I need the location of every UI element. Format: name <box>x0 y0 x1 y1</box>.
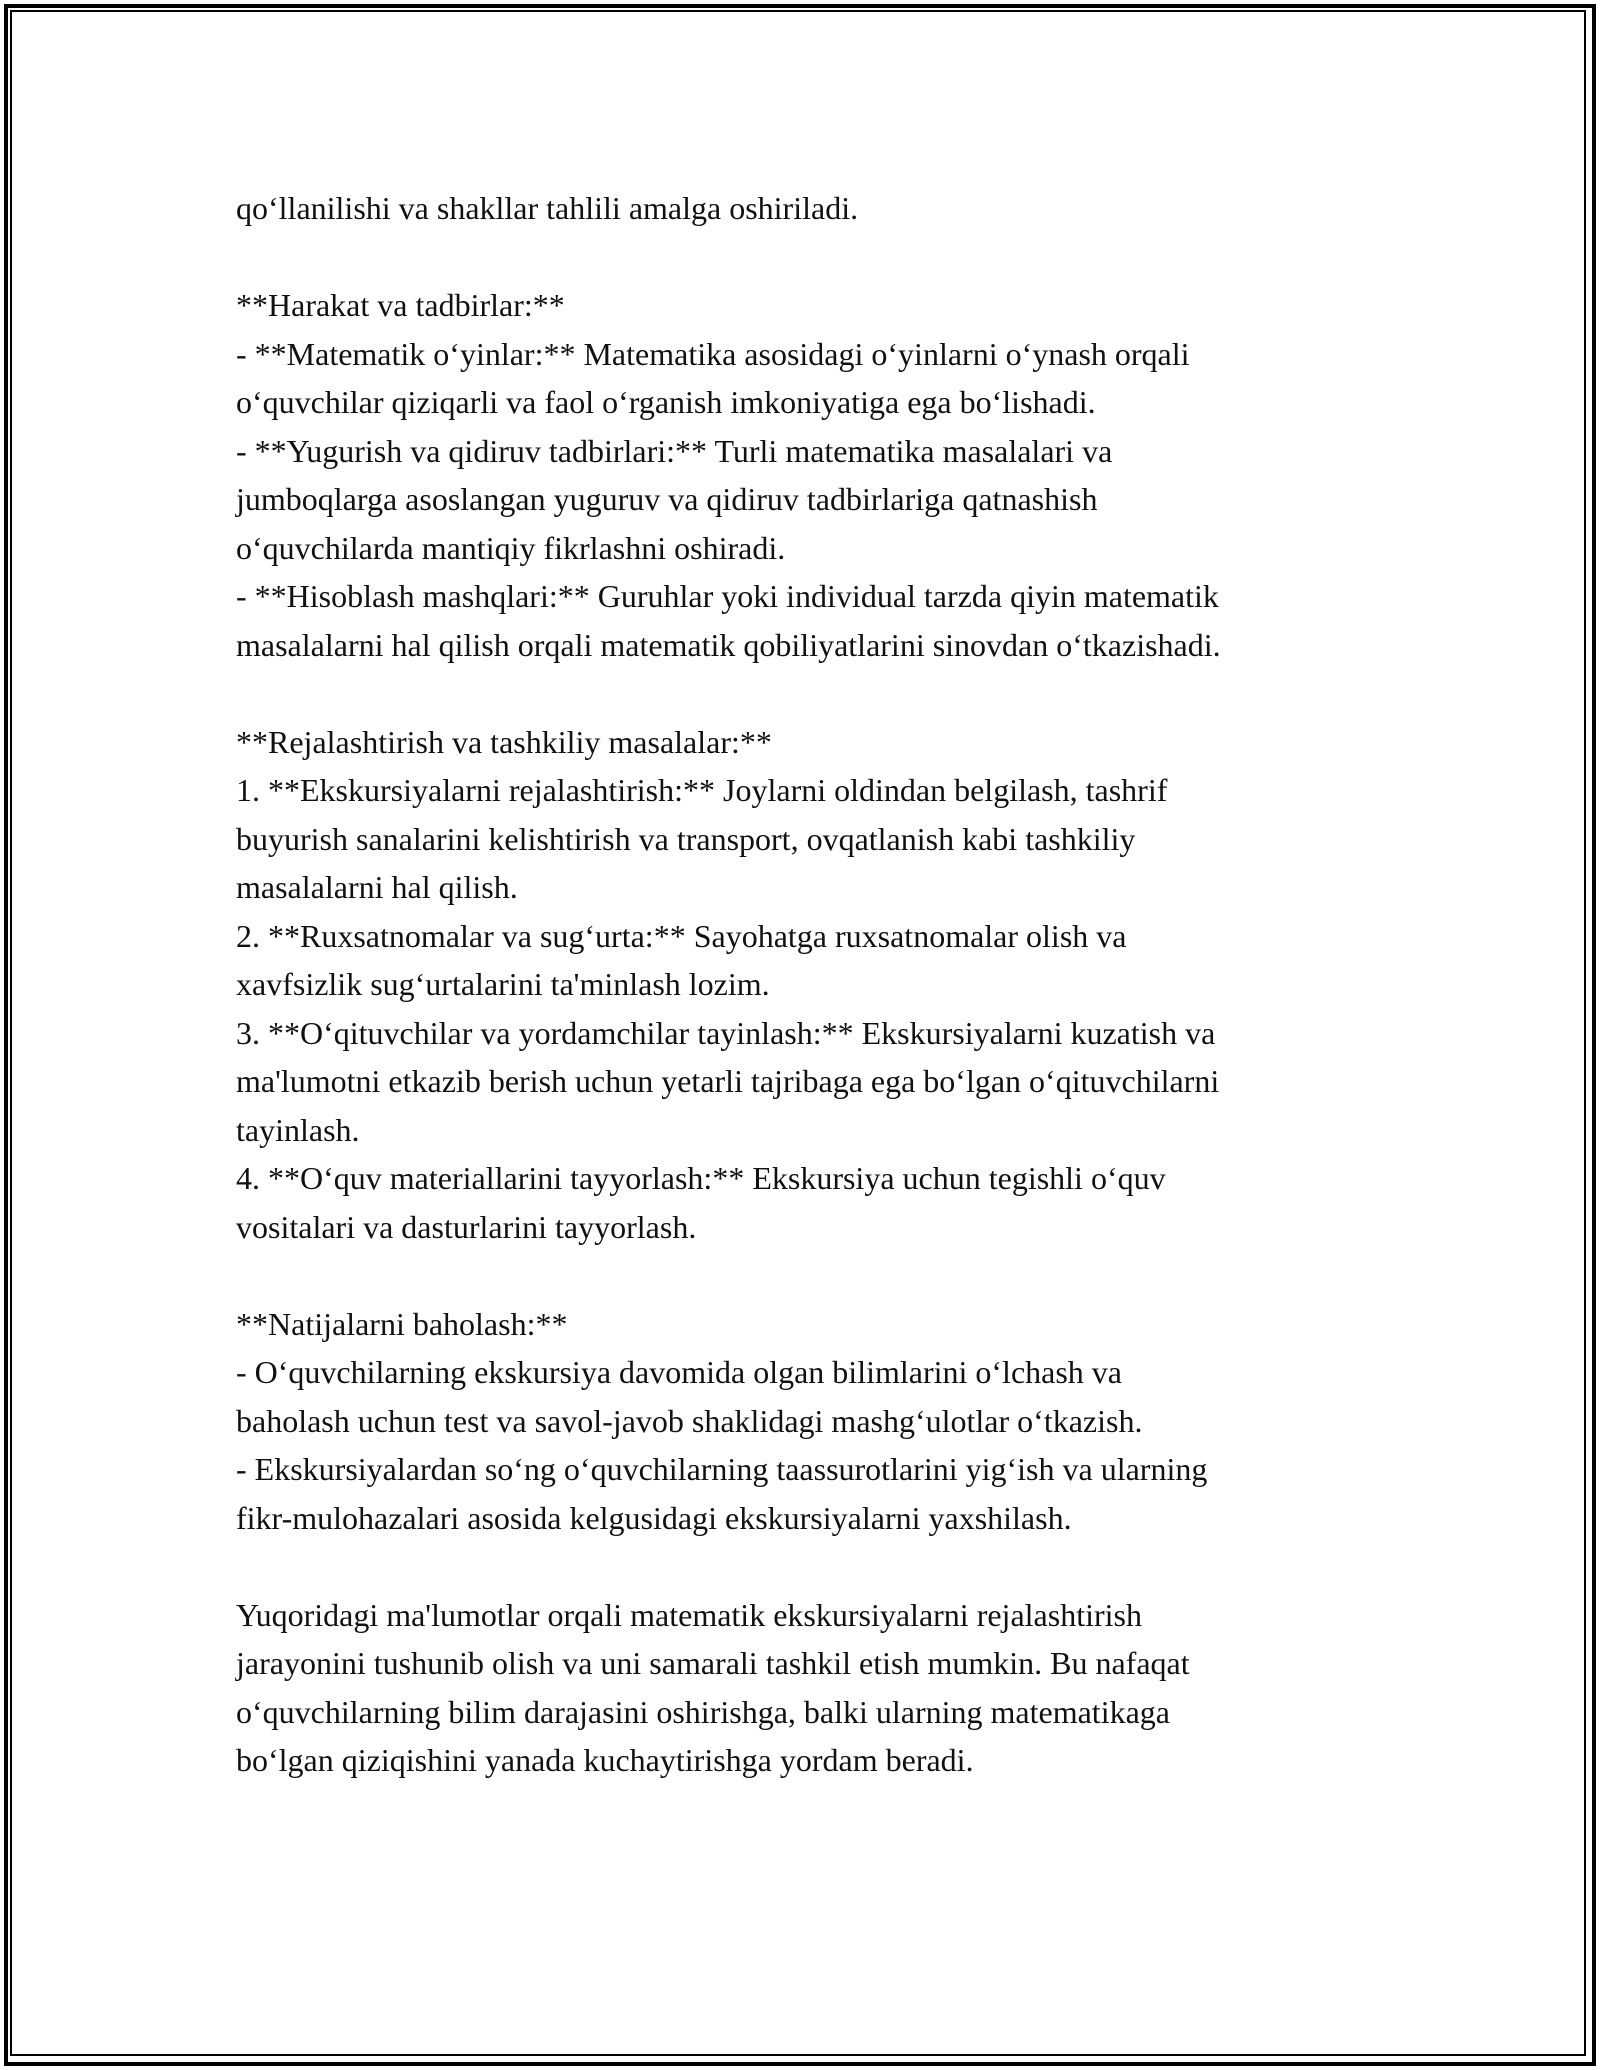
text-line: masalalarni hal qilish orqali matematik qobiliyatlarini sinovdan o‘tkazishadi. <box>236 626 1221 663</box>
text-line: qo‘llanilishi va shakllar tahlili amalga oshiriladi. <box>236 190 859 226</box>
blank-line <box>236 669 1376 718</box>
blank-line <box>236 1251 1376 1300</box>
text-line: 1. **Ekskursiyalarni rejalashtirish:** Joylarni oldindan belgilash, tashrif <box>236 772 1168 808</box>
text-line: 2. **Ruxsatnomalar va sug‘urta:** Sayohatga ruxsatnomalar olish va <box>236 917 1127 954</box>
text-line: - **Matematik o‘yinlar:** Matematika asosidagi o‘yinlarni o‘ynash orqali <box>236 335 1190 372</box>
text-line: o‘quvchilar qiziqarli va faol o‘rganish imkoniyatiga ega bo‘lishadi. <box>236 384 1096 420</box>
text-line: jumboqlarga asoslangan yuguruv va qidiruv tadbirlariga qatnashish <box>236 481 1098 517</box>
text-line: 3. **O‘qituvchilar va yordamchilar tayinlash:** Ekskursiyalarni kuzatish va <box>236 1014 1216 1051</box>
text-line: vositalari va dasturlarini tayyorlash. <box>236 1208 697 1245</box>
text-line: 4. **O‘quv materiallarini tayyorlash:** Ekskursiya uchun tegishli o‘quv <box>236 1160 1166 1196</box>
text-line: - **Yugurish va qidiruv tadbirlari:** Turli matematika masalalari va <box>236 432 1113 469</box>
text-line: tayinlash. <box>236 1111 360 1148</box>
text-line: fikr-mulohazalari asosida kelgusidagi ekskursiyalarni yaxshilash. <box>236 1499 1072 1536</box>
text-line: Yuqoridagi ma'lumotlar orqali matematik ekskursiyalarni rejalashtirish <box>236 1596 1142 1633</box>
section-heading-natijalar: **Natijalarni baholash:** <box>236 1305 568 1342</box>
text-line: xavfsizlik sug‘urtalarini ta'minlash lozim. <box>236 966 770 1002</box>
text-line: - Ekskursiyalardan so‘ng o‘quvchilarning taassurotlarini yig‘ish va ularning <box>236 1451 1208 1487</box>
blank-line <box>236 233 1376 282</box>
text-line: buyurish sanalarini kelishtirish va transport, ovqatlanish kabi tashkiliy <box>236 820 1136 857</box>
text-line: masalalarni hal qilish. <box>236 869 518 905</box>
text-line: baholash uchun test va savol-javob shaklidagi mashg‘ulotlar o‘tkazish. <box>236 1402 1143 1439</box>
document-body <box>236 184 1376 1785</box>
text-line: o‘quvchilarda mantiqiy fikrlashni oshiradi. <box>236 529 786 566</box>
text-line: - **Hisoblash mashqlari:** Guruhlar yoki individual tarzda qiyin matematik <box>236 578 1219 614</box>
text-line: - O‘quvchilarning ekskursiya davomida olgan bilimlarini o‘lchash va <box>236 1354 1122 1390</box>
blank-line <box>236 1542 1376 1591</box>
text-line: jarayonini tushunib olish va uni samarali tashkil etish mumkin. Bu nafaqat <box>236 1645 1190 1681</box>
section-heading-harakat: **Harakat va tadbirlar:** <box>236 287 565 323</box>
text-line: ma'lumotni etkazib berish uchun yetarli tajribaga ega bo‘lgan o‘qituvchilarni <box>236 1063 1220 1099</box>
text-line: bo‘lgan qiziqishini yanada kuchaytirishga yordam beradi. <box>236 1742 974 1778</box>
text-line: o‘quvchilarning bilim darajasini oshirishga, balki ularning matematikaga <box>236 1693 1170 1730</box>
section-heading-rejalashtirish: **Rejalashtirish va tashkiliy masalalar:** <box>236 723 772 760</box>
